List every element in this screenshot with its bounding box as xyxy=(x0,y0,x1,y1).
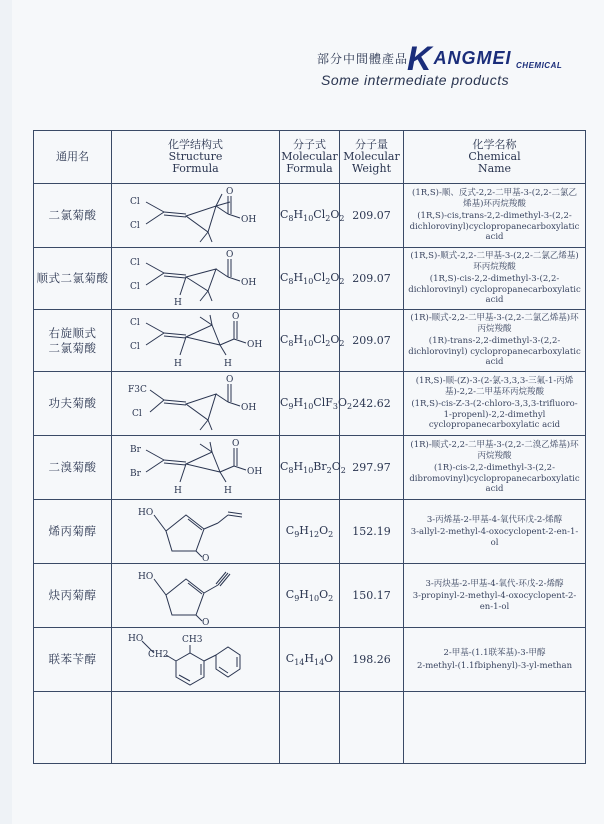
molecular-weight: 198.26 xyxy=(340,628,404,692)
molecular-weight: 297.97 xyxy=(340,436,404,500)
table-row xyxy=(34,436,586,500)
molecular-weight: 209.07 xyxy=(340,310,404,372)
common-name: 右旋顺式 二氯菊酸 xyxy=(34,310,112,372)
brand-logo-chemical: CHEMICAL xyxy=(516,61,563,70)
molecular-weight: 150.17 xyxy=(340,564,404,628)
chemical-name-en: (1R,S)-cis-Z-3-(2-chloro-3,3,3-trifluoro-1-propenl)-2,2-dimethyl cyclopropanecarboxylatic acid xyxy=(411,399,578,431)
atom-label: Cl xyxy=(129,341,140,352)
common-name: 联苯苄醇 xyxy=(34,628,112,692)
col-header-name: 通用名 xyxy=(34,131,112,184)
atom-label: OH xyxy=(240,277,256,288)
molecular-formula: $C_8H_{10}Br_2O_2$ xyxy=(280,436,340,500)
empty-cell xyxy=(340,692,404,764)
chemical-name-cn: (1R)-顺式-2,2-二甲基-3-(2,2-二氯乙烯基)环丙烷羧酸 xyxy=(410,313,579,334)
chemical-name-cn: 3-丙烯基-2-甲基-4-氧代环戊-2-烯醇 xyxy=(426,514,563,525)
structure-diagram xyxy=(116,186,276,246)
molecular-formula: $C_{14}H_{14}O$ xyxy=(280,628,340,692)
col-header-structure: 化学结构式 Structure Formula xyxy=(112,131,280,184)
chemical-name xyxy=(404,500,586,564)
atom-label: O xyxy=(225,374,233,385)
atom-label: OH xyxy=(240,402,256,413)
table-row-empty xyxy=(34,692,586,764)
table-row xyxy=(34,184,586,248)
table-row xyxy=(34,248,586,310)
atom-label: H xyxy=(173,485,182,496)
structure-formula xyxy=(112,184,280,248)
table-row xyxy=(34,500,586,564)
chemical-name-cn: 3-丙炔基-2-甲基-4-氧代-环戊-2-烯醇 xyxy=(425,578,564,589)
molecular-formula: $C_9H_{10}ClF_3O_2$ xyxy=(280,372,340,436)
atom-label: O xyxy=(201,553,209,564)
atom-label: CH3 xyxy=(181,634,202,645)
molecular-weight: 209.07 xyxy=(340,184,404,248)
molecular-formula: $C_8H_{10}Cl_2O_2$ xyxy=(280,310,340,372)
atom-label: Cl xyxy=(131,408,142,419)
empty-cell xyxy=(112,692,280,764)
common-name: 二氯菊酸 xyxy=(34,184,112,248)
atom-label: O xyxy=(201,617,209,628)
molecular-formula: $C_8H_{10}Cl_2O_2$ xyxy=(280,184,340,248)
empty-cell xyxy=(404,692,586,764)
atom-label: CH2 xyxy=(147,649,168,660)
chemical-name-cn: 2-甲基-(1.1联苯基)-3-甲醇 xyxy=(443,648,546,658)
chemical-name-cn: (1R)-顺式-2,2-二甲基-3-(2,2-二溴乙烯基)环丙烷羧酸 xyxy=(410,440,579,461)
atom-label: O xyxy=(225,186,233,197)
structure-diagram xyxy=(116,249,276,309)
col-header-formula: 分子式 Molecular Formula xyxy=(280,131,340,184)
chemical-name-en: (1R)-trans-2,2-dimethyl-3-(2,2-dichlorovinyl) cyclopropanecarboxylatic acid xyxy=(408,336,581,368)
col-header-chemical-name: 化学名称 Chemical Name xyxy=(404,131,586,184)
molecular-formula: $C_9H_{10}O_2$ xyxy=(280,564,340,628)
atom-label: O xyxy=(231,438,239,449)
chemical-name-cn: (1R,S)-顺-(Z)-3-(2-氯-3,3,3-三氟-1-丙烯基)-2,2-二甲基环丙烷羧酸 xyxy=(415,376,574,397)
chemical-name-en: 3-propinyl-2-methyl-4-oxocyclopent-2-en-1-ol xyxy=(412,591,577,612)
atom-label: Cl xyxy=(129,220,140,231)
atom-label: Cl xyxy=(129,281,140,292)
chemical-name xyxy=(404,628,586,692)
chemical-name-cn: (1R,S)-顺、反式-2,2-二甲基-3-(2,2-二氯乙烯基)环丙烷羧酸 xyxy=(412,188,577,209)
table-row xyxy=(34,564,586,628)
col-header-weight: 分子量 Molecular Weight xyxy=(340,131,404,184)
molecular-formula: $C_9H_{12}O_2$ xyxy=(280,500,340,564)
table-row xyxy=(34,628,586,692)
chemical-name xyxy=(404,372,586,436)
structure-diagram xyxy=(116,501,276,563)
molecular-weight: 242.62 xyxy=(340,372,404,436)
atom-label: O xyxy=(225,249,233,260)
structure-diagram xyxy=(116,311,276,371)
chemical-name-en: (1R)-cis-2,2-dimethyl-3-(2,2-dibromovinyl)cyclopropanecarboxylatic acid xyxy=(409,463,580,495)
structure-formula xyxy=(112,436,280,500)
atom-label: OH xyxy=(246,339,262,350)
chemical-name xyxy=(404,310,586,372)
structure-diagram xyxy=(116,629,276,691)
chemical-name xyxy=(404,184,586,248)
structure-formula xyxy=(112,564,280,628)
page-edge-strip xyxy=(0,0,12,824)
brand-logo-k: K xyxy=(407,40,434,78)
header-title-cn: 部分中間體產品 xyxy=(317,52,409,66)
empty-cell xyxy=(34,692,112,764)
common-name: 二溴菊酸 xyxy=(34,436,112,500)
structure-formula xyxy=(112,310,280,372)
atom-label: Br xyxy=(129,468,141,479)
chemical-name-en: 3-allyl-2-methyl-4-oxocyclopent-2-en-1-ol xyxy=(410,527,579,548)
atom-label: H xyxy=(223,358,232,369)
atom-label: H xyxy=(173,297,182,308)
atom-label: HO xyxy=(127,633,143,644)
table-header-row xyxy=(34,131,586,184)
atom-label: OH xyxy=(240,214,256,225)
structure-diagram xyxy=(116,438,276,498)
products-table xyxy=(33,130,586,764)
atom-label: Cl xyxy=(129,317,140,328)
atom-label: O xyxy=(231,311,239,322)
common-name: 顺式二氯菊酸 xyxy=(34,248,112,310)
chemical-name xyxy=(404,248,586,310)
empty-cell xyxy=(280,692,340,764)
chemical-name xyxy=(404,436,586,500)
molecular-weight: 209.07 xyxy=(340,248,404,310)
structure-formula xyxy=(112,372,280,436)
brand-logo-name: ANGMEI xyxy=(433,48,512,68)
structure-formula xyxy=(112,248,280,310)
atom-label: F3C xyxy=(127,384,147,395)
chemical-name-en: (1R,S)-cis-2,2-dimethyl-3-(2,2-dichlorovinyl) cyclopropanecarboxylatic acid xyxy=(408,274,581,306)
common-name: 功夫菊酸 xyxy=(34,372,112,436)
chemical-name-cn: (1R,S)-顺式-2,2-二甲基-3-(2,2-二氯乙烯基)环丙烷羧酸 xyxy=(410,251,579,272)
atom-label: H xyxy=(173,358,182,369)
structure-formula xyxy=(112,500,280,564)
molecular-formula: $C_8H_{10}Cl_2O_2$ xyxy=(280,248,340,310)
chemical-name-en: (1R,S)-cis,trans-2,2-dimethyl-3-(2,2-dichlorovinyl)cyclopropanecarboxylatic acid xyxy=(409,211,580,243)
common-name: 炔丙菊醇 xyxy=(34,564,112,628)
molecular-weight: 152.19 xyxy=(340,500,404,564)
chemical-name xyxy=(404,564,586,628)
table-row xyxy=(34,310,586,372)
atom-label: H xyxy=(223,485,232,496)
atom-label: Br xyxy=(129,444,141,455)
atom-label: OH xyxy=(246,466,262,477)
atom-label: HO xyxy=(137,507,153,518)
atom-label: Cl xyxy=(129,196,140,207)
structure-diagram xyxy=(116,565,276,627)
structure-formula xyxy=(112,628,280,692)
chemical-name-en: 2-methyl-(1.1fbiphenyl)-3-yl-methan xyxy=(416,660,573,671)
common-name: 烯丙菊醇 xyxy=(34,500,112,564)
atom-label: HO xyxy=(137,571,153,582)
table-row xyxy=(34,372,586,436)
header-title-en: Some intermediate products xyxy=(321,72,510,88)
atom-label: Cl xyxy=(129,257,140,268)
structure-diagram xyxy=(116,374,276,434)
